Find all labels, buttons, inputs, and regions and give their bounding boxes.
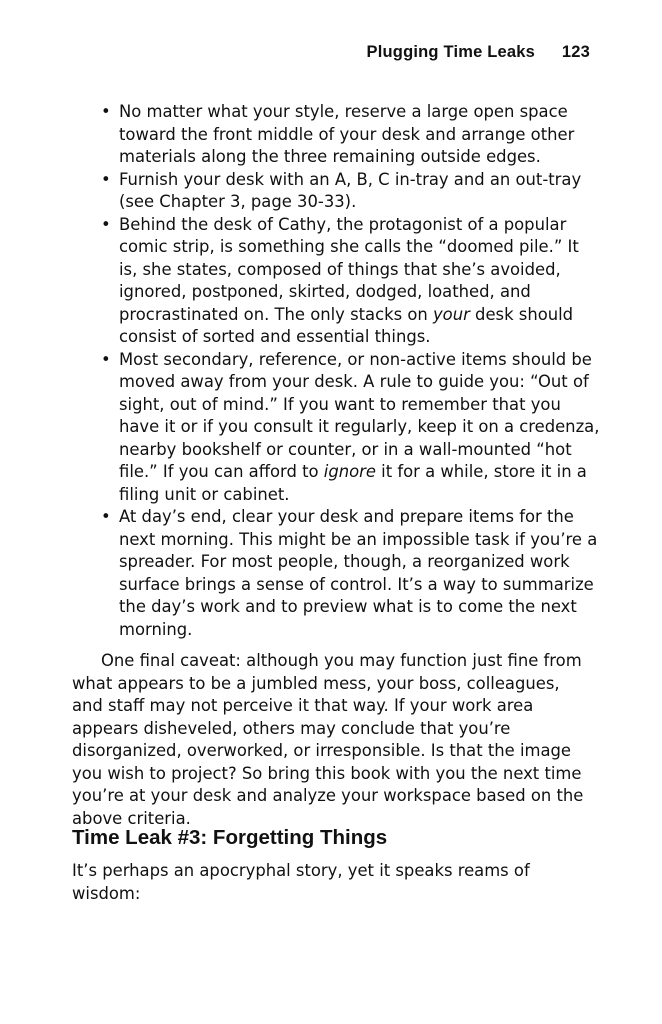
running-head-title: Plugging Time Leaks	[366, 43, 536, 61]
bullet-item-text: it for a while, store it in a filing unit or cabinet.	[119, 462, 587, 504]
bullet-item	[101, 169, 601, 214]
bullet-item-emphasis: ignore	[323, 462, 376, 481]
page-number: 123	[561, 43, 590, 61]
bullet-list	[101, 101, 601, 641]
bullet-item-text: At day’s end, clear your desk and prepare items for the next morning. This might be an impossible task if you’re a spreader. For most people, though, a reorganized work surface brings a sense of control. It’s a way to summarize the day’s work and to preview what is to come the next morning.	[119, 507, 598, 639]
bullet-item-text: Furnish your desk with an A, B, C in-tray and an out-tray (see Chapter 3, page 30-33).	[119, 169, 582, 211]
caveat-paragraph: One final caveat: although you may function just fine from what appears to be a jumbled mess, your boss, colleagues, and staff may not perceive it that way. If your work area appears disheveled, others may conclude that you’re disorganized, overworked, or irresponsible. Is that the image you wish to project? So bring this book with you the next time you’re at your desk and analyze your workspace based on the above criteria.	[72, 651, 584, 828]
bullet-item-text: desk should consist of sorted and essential things.	[119, 304, 574, 346]
section-heading: Time Leak #3: Forgetting Things	[72, 826, 388, 849]
running-head	[367, 41, 590, 64]
bullet-item	[101, 214, 601, 349]
bullet-item	[101, 506, 601, 641]
bullet-item-text: Most secondary, reference, or non-active items should be moved away from your desk. A rule to guide you: “Out of sight, out of mind.” If you want to remember that you have it or if you consult it regularly, keep it on a credenza, nearby bookshelf or counter, or in a wall-mounted “hot file.” If you can afford to	[119, 349, 600, 481]
bullet-item	[101, 101, 601, 169]
bullet-item	[101, 349, 601, 507]
bullet-item-emphasis: your	[432, 304, 470, 324]
section-intro-paragraph: It’s perhaps an apocryphal story, yet it speaks reams of wisdom:	[72, 861, 530, 903]
bullet-item-text: Behind the desk of Cathy, the protagonist of a popular comic strip, is something she calls the “doomed pile.” It is, she states, composed of things that she’s avoided, ignored, postponed, skirted, dodged, loathed, and procrastinated on. The only stacks on	[119, 214, 579, 324]
bullet-item-text: No matter what your style, reserve a large open space toward the front middle of your desk and arrange other materials along the three remaining outside edges.	[119, 102, 575, 166]
